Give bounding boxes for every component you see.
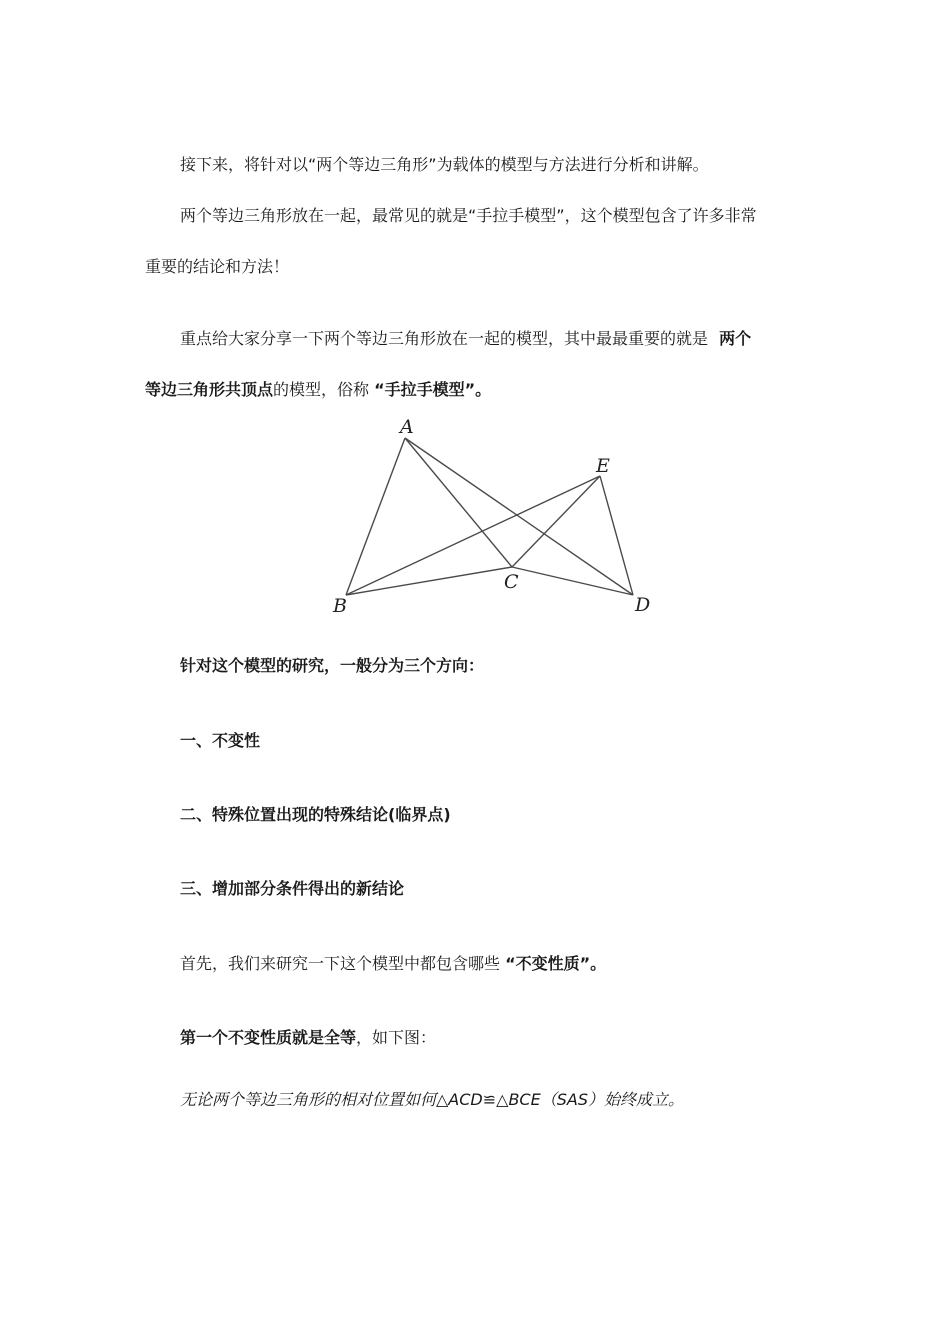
direction-2-text: 二、特殊位置出现的特殊结论(临界点) [180,805,451,824]
direction-1 [180,730,260,752]
paragraph-first-invariant [180,1027,436,1049]
paragraph-share-line2 [145,379,491,401]
hand-in-hand-model-figure [320,408,660,624]
paragraph-model-line2 [145,256,289,278]
segment-cd [512,567,633,595]
vertex-label-c: C [504,571,519,593]
paragraph-first-invariant-text: ，如下图： [356,1028,437,1047]
direction-3 [180,878,404,900]
paragraph-intro-text: 接下来，将针对以“两个等边三角形”为载体的模型与方法进行分析和讲解。 [180,155,709,174]
vertex-label-d: D [635,594,651,616]
segment-ed [600,476,633,595]
paragraph-intro [180,154,709,176]
segment-bc [346,567,512,595]
paragraph-invariant-intro-text: 首先，我们来研究一下这个模型中都包含哪些 [180,954,501,973]
direction-1-text: 一、不变性 [180,731,261,750]
vertex-label-a: A [400,416,414,438]
paragraph-share-line2-text: 的模型，俗称 [273,380,370,399]
paragraph-model-line1-text: 两个等边三角形放在一起，最常见的就是“手拉手模型”，这个模型包含了许多非常 [180,206,757,225]
paragraph-invariant-intro [180,953,606,975]
vertex-label-b: B [333,595,347,617]
paragraph-model-line1 [180,205,757,227]
paragraph-invariant-intro-emphasis: “不变性质”。 [505,954,607,973]
direction-2 [180,804,451,826]
research-heading [180,655,484,677]
paragraph-share-line1-emphasis: 两个 [719,329,752,348]
segment-ac [405,438,512,567]
paragraph-first-invariant-emphasis: 第一个不变性质就是全等 [180,1028,357,1047]
vertex-label-e: E [596,455,610,477]
paragraph-share-line2-emphasis2: “手拉手模型”。 [374,380,492,399]
paragraph-conclusion-text: 无论两个等边三角形的相对位置如何△ACD≌△BCE（SAS）始终成立。 [180,1090,684,1109]
paragraph-share-line2-emphasis1: 等边三角形共顶点 [145,380,274,399]
paragraph-share-line1 [180,328,751,350]
direction-3-text: 三、增加部分条件得出的新结论 [180,879,405,898]
paragraph-model-line2-text: 重要的结论和方法！ [145,257,290,276]
paragraph-share-line1-text: 重点给大家分享一下两个等边三角形放在一起的模型，其中最最重要的就是 [180,329,709,348]
paragraph-conclusion [180,1089,684,1111]
research-heading-text: 针对这个模型的研究，一般分为三个方向： [180,656,485,675]
